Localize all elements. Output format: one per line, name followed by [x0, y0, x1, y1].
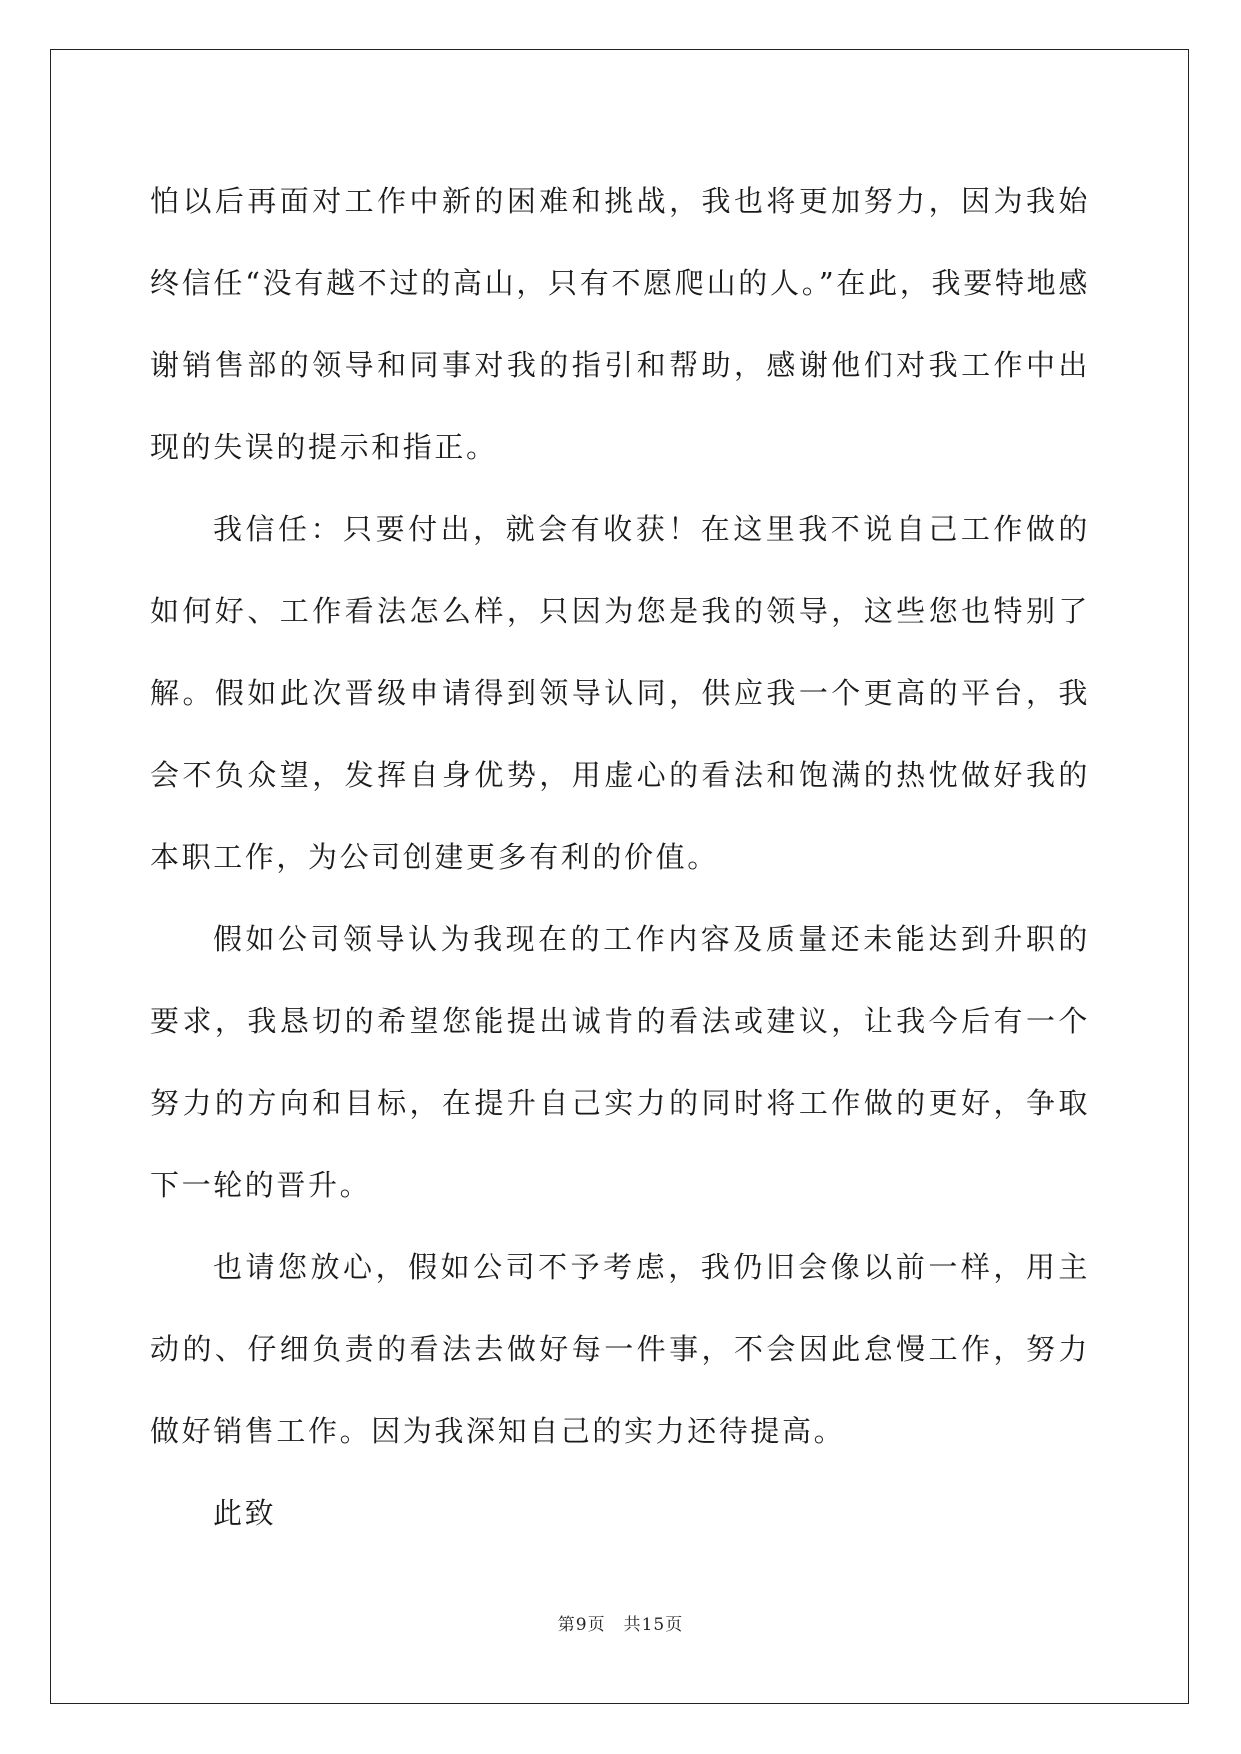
paragraph-request-feedback: 假如公司领导认为我现在的工作内容及质量还未能达到升职的要求，我恳切的希望您能提出诚肯的看法或建议，让我今后有一个努力的方向和目标，在提升自己实力的同时将工作做的更好，争取下一轮的晋升。 — [150, 922, 1090, 1202]
paragraph-belief: 我信任：只要付出，就会有收获！在这里我不说自己工作做的如何好、工作看法怎么样，只因为您是我的领导，这些您也特别了解。假如此次晋级申请得到领导认同，供应我一个更高的平台，我会不负众望，发挥自身优势，用虚心的看法和饱满的热忱做好我的本职工作，为公司创建更多有利的价值。 — [150, 512, 1090, 874]
document-body — [150, 160, 1090, 1554]
paragraph-assurance: 也请您放心，假如公司不予考虑，我仍旧会像以前一样，用主动的、仔细负责的看法去做好每一件事，不会因此怠慢工作，努力做好销售工作。因为我深知自己的实力还待提高。 — [150, 1250, 1090, 1448]
page-number-footer: 第9页 共15页 — [557, 1615, 684, 1635]
closing-salutation: 此致 — [213, 1496, 277, 1530]
paragraph-continuation: 怕以后再面对工作中新的困难和挑战，我也将更加努力，因为我始终信任“没有越不过的高山，只有不愿爬山的人。”在此，我要特地感谢销售部的领导和同事对我的指引和帮助，感谢他们对我工作中出现的失误的提示和指正。 — [150, 184, 1090, 464]
